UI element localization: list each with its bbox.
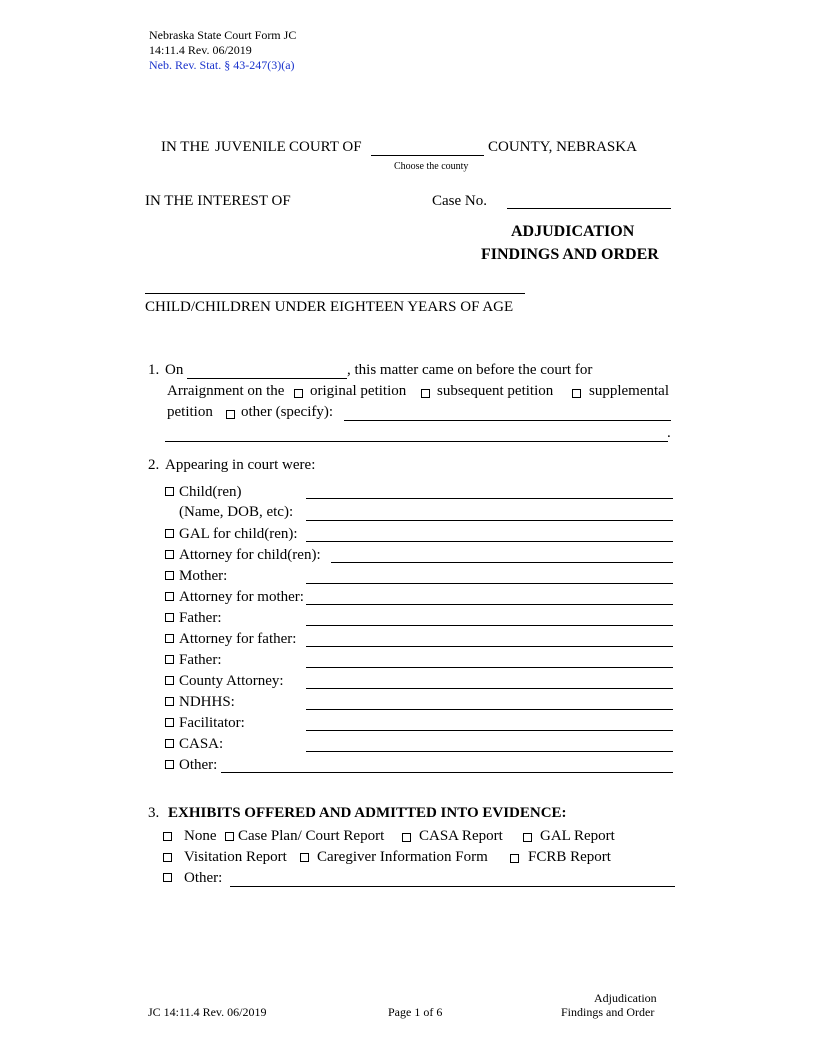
section3-number: 3.: [148, 805, 160, 821]
fcrb-label: FCRB Report: [528, 849, 611, 865]
mother-checkbox[interactable]: [165, 571, 174, 580]
exhibits-heading: EXHIBITS OFFERED AND ADMITTED INTO EVIDENCE:: [168, 805, 567, 821]
case-no-field[interactable]: [507, 208, 671, 209]
visitation-label: Visitation Report: [184, 849, 287, 865]
none-label: None: [184, 828, 217, 844]
subsequent-petition-checkbox[interactable]: [421, 389, 430, 398]
county-atty-field[interactable]: [306, 688, 673, 689]
section2-number: 2.: [148, 457, 160, 473]
none-checkbox[interactable]: [163, 832, 172, 841]
section1-number: 1.: [148, 362, 160, 378]
petition-label: petition: [167, 404, 213, 420]
county-field[interactable]: [371, 155, 484, 156]
supplemental-checkbox[interactable]: [572, 389, 581, 398]
county-nebraska-label: COUNTY, NEBRASKA: [488, 139, 637, 155]
court-prefix: IN THE: [161, 139, 210, 155]
atty-father-field[interactable]: [306, 646, 673, 647]
matter-text: , this matter came on before the court for: [347, 362, 593, 378]
casa-checkbox[interactable]: [165, 739, 174, 748]
other-appearing-checkbox[interactable]: [165, 760, 174, 769]
gal-field[interactable]: [306, 541, 673, 542]
footer-page-number: Page 1 of 6: [388, 1005, 443, 1019]
title-line1: ADJUDICATION: [511, 223, 635, 240]
father2-label: Father:: [179, 652, 222, 668]
court-type-select[interactable]: JUVENILE: [215, 139, 286, 155]
facilitator-checkbox[interactable]: [165, 718, 174, 727]
arraignment-label: Arraignment on the: [167, 383, 285, 399]
case-no-label: Case No.: [432, 193, 487, 209]
child-sub-label: (Name, DOB, etc):: [179, 504, 294, 520]
county-hint: Choose the county: [394, 161, 469, 172]
gal-checkbox[interactable]: [165, 529, 174, 538]
atty-child-label: Attorney for child(ren):: [179, 547, 321, 563]
caregiver-checkbox[interactable]: [300, 853, 309, 862]
other-exhibit-field[interactable]: [230, 886, 675, 887]
casa-field[interactable]: [306, 751, 673, 752]
caregiver-label: Caregiver Information Form: [317, 849, 488, 865]
mother-label: Mother:: [179, 568, 228, 584]
casa-label: CASA:: [179, 736, 224, 752]
atty-mother-field[interactable]: [306, 604, 673, 605]
ndhhs-checkbox[interactable]: [165, 697, 174, 706]
children-label: CHILD/CHILDREN UNDER EIGHTEEN YEARS OF AGE: [145, 299, 514, 315]
casa-report-label: CASA Report: [419, 828, 503, 844]
mother-field[interactable]: [306, 583, 673, 584]
other-petition-checkbox[interactable]: [226, 410, 235, 419]
other-appearing-field[interactable]: [221, 772, 673, 773]
original-petition-checkbox[interactable]: [294, 389, 303, 398]
form-number-line2: 14:11.4 Rev. 06/2019: [149, 43, 252, 57]
father1-field[interactable]: [306, 625, 673, 626]
case-plan-checkbox[interactable]: [225, 832, 234, 841]
child-checkbox[interactable]: [165, 487, 174, 496]
statute-link[interactable]: Neb. Rev. Stat. § 43-247(3)(a): [149, 58, 295, 72]
child-label: Child(ren): [179, 484, 242, 500]
supplemental-label: supplemental: [589, 383, 669, 399]
title-line2: FINDINGS AND ORDER: [481, 246, 659, 263]
father2-field[interactable]: [306, 667, 673, 668]
ndhhs-field[interactable]: [306, 709, 673, 710]
gal-report-label: GAL Report: [540, 828, 615, 844]
other-specify-field-2[interactable]: [165, 441, 668, 442]
other-appearing-label: Other:: [179, 757, 218, 773]
atty-child-checkbox[interactable]: [165, 550, 174, 559]
visitation-checkbox[interactable]: [163, 853, 172, 862]
county-atty-label: County Attorney:: [179, 673, 284, 689]
interest-of-label: IN THE INTEREST OF: [145, 193, 291, 209]
atty-mother-checkbox[interactable]: [165, 592, 174, 601]
atty-father-checkbox[interactable]: [165, 634, 174, 643]
court-of-label: COURT OF: [289, 139, 362, 155]
casa-report-checkbox[interactable]: [402, 833, 411, 842]
hearing-date-field[interactable]: [187, 378, 347, 379]
original-petition-label: original petition: [310, 383, 407, 399]
child-name-field[interactable]: [145, 293, 525, 294]
father1-label: Father:: [179, 610, 222, 626]
atty-mother-label: Attorney for mother:: [179, 589, 304, 605]
fcrb-checkbox[interactable]: [510, 854, 519, 863]
footer-doc-line1: Adjudication: [594, 991, 657, 1005]
other-exhibit-label: Other:: [184, 870, 223, 886]
county-atty-checkbox[interactable]: [165, 676, 174, 685]
atty-child-field[interactable]: [331, 562, 673, 563]
other-specify-field[interactable]: [344, 420, 671, 421]
footer-doc-line2: Findings and Order: [561, 1005, 655, 1019]
gal-label: GAL for child(ren):: [179, 526, 298, 542]
case-plan-label: Case Plan/ Court Report: [238, 828, 385, 844]
gal-report-checkbox[interactable]: [523, 833, 532, 842]
other-exhibit-checkbox[interactable]: [163, 873, 172, 882]
subsequent-petition-label: subsequent petition: [437, 383, 554, 399]
father1-checkbox[interactable]: [165, 613, 174, 622]
father2-checkbox[interactable]: [165, 655, 174, 664]
form-number-line1: Nebraska State Court Form JC: [149, 28, 297, 42]
child-details-field[interactable]: [306, 520, 673, 521]
other-specify-label: other (specify):: [241, 404, 334, 420]
atty-father-label: Attorney for father:: [179, 631, 297, 647]
ndhhs-label: NDHHS:: [179, 694, 235, 710]
footer-form-id: JC 14:11.4 Rev. 06/2019: [148, 1005, 267, 1019]
facilitator-label: Facilitator:: [179, 715, 245, 731]
on-label: On: [165, 362, 184, 378]
child-field[interactable]: [306, 498, 673, 499]
facilitator-field[interactable]: [306, 730, 673, 731]
section1-period: .: [667, 425, 671, 441]
appearing-heading: Appearing in court were:: [165, 457, 316, 473]
